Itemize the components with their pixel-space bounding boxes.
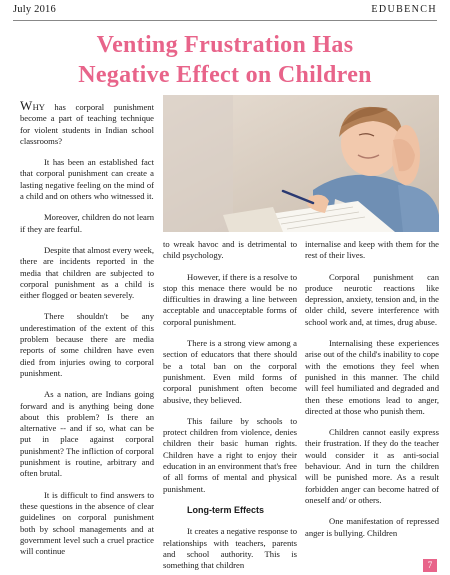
paragraph: It is difficult to find answers to these questions in the absence of clear guidelines on corporal punishment both by school managements and at government level such a cruel practice will continue: [20, 489, 154, 557]
paragraph: Despite that almost every week, there are incidents reported in the media that children are subjected to corporal punishment as a child is either flogged or beaten severely.: [20, 244, 155, 301]
paragraph: It creates a negative response to relationships with teachers, parents and school authority. This is something that children: [163, 526, 297, 571]
intro-paragraph: [20, 100, 154, 147]
article-photo: [163, 95, 439, 232]
drop-cap: W: [20, 98, 33, 113]
header-rule: [13, 20, 437, 21]
paragraph: As a nation, are Indians going forward and is anything being done about this problem? Is there an alternative -- and if so, what can be put in place against corporal punishment? The infliction of corporal punishment is routine, arbitrary and often brutal.: [20, 389, 154, 479]
paragraph: to wreak havoc and is detrimental to child psychology.: [163, 239, 297, 261]
paragraph: Children cannot easily express their frustration. If they do the teacher would consider it as anti-social behaviour. And in turn the children will be punished more. As a result forbidden anger can become hatred of oneself and/ or others.: [305, 427, 439, 505]
paragraph: However, if there is a resolve to stop this menace there would be no difficulties in drawing a line between acceptable and unacceptable forms of corporal punishment.: [163, 271, 297, 327]
paragraph: It has been an established fact that corporal punishment can create a lasting negative feeling on the mind of a child and on others who witnessed it.: [20, 157, 154, 202]
magazine-name: EDUBENCH: [371, 4, 437, 15]
title-line-1: Venting Frustration Has: [96, 32, 354, 58]
article-column-3: [305, 239, 439, 549]
paragraph: One manifestation of repressed anger is bullying. Children: [305, 516, 439, 538]
paragraph: internalise and keep with them for the rest of their lives.: [305, 239, 439, 261]
page-number: 7: [423, 559, 437, 572]
paragraph: There is a strong view among a section of educators that there should be a total ban on the corporal punishment. Even mild forms of corporal punishment often become abusive, they believed.: [163, 338, 297, 405]
paragraph: Internalising these experiences arise out of the child's inability to cope with the emotions they feel when punished in this manner. The child will feel humiliated and degraded and then these emotions lead to anger, directed at those who punish them.: [305, 338, 439, 416]
article-column-2: [163, 239, 297, 575]
issue-date: July 2016: [13, 4, 56, 15]
section-subheading: Long-term Effects: [187, 504, 265, 515]
paragraph: Moreover, children do not learn if they are fearful.: [20, 212, 154, 234]
title-line-2: Negative Effect on Children: [78, 62, 372, 88]
paragraph: Corporal punishment can produce neurotic reactions like depression, anxiety, tension and, in the older child, severe interference with school work and, at times, drug abuse.: [305, 271, 439, 327]
paragraph: This failure by schools to protect children from violence, denies children their basic human rights. Children have a right to enjoy their education in an environment that's free of all forms of mental and physical punishment.: [163, 415, 297, 494]
article-title: [13, 30, 437, 90]
paragraph: There shouldn't be any underestimation of the extent of this problem because there are media reports of some children have even died from injuries owing to corporal punishment.: [20, 311, 154, 378]
article-column-1: [20, 100, 154, 567]
intro-text: HY has corporal punishment become a part of teaching technique for violent students in Indian school classrooms?: [20, 102, 154, 146]
